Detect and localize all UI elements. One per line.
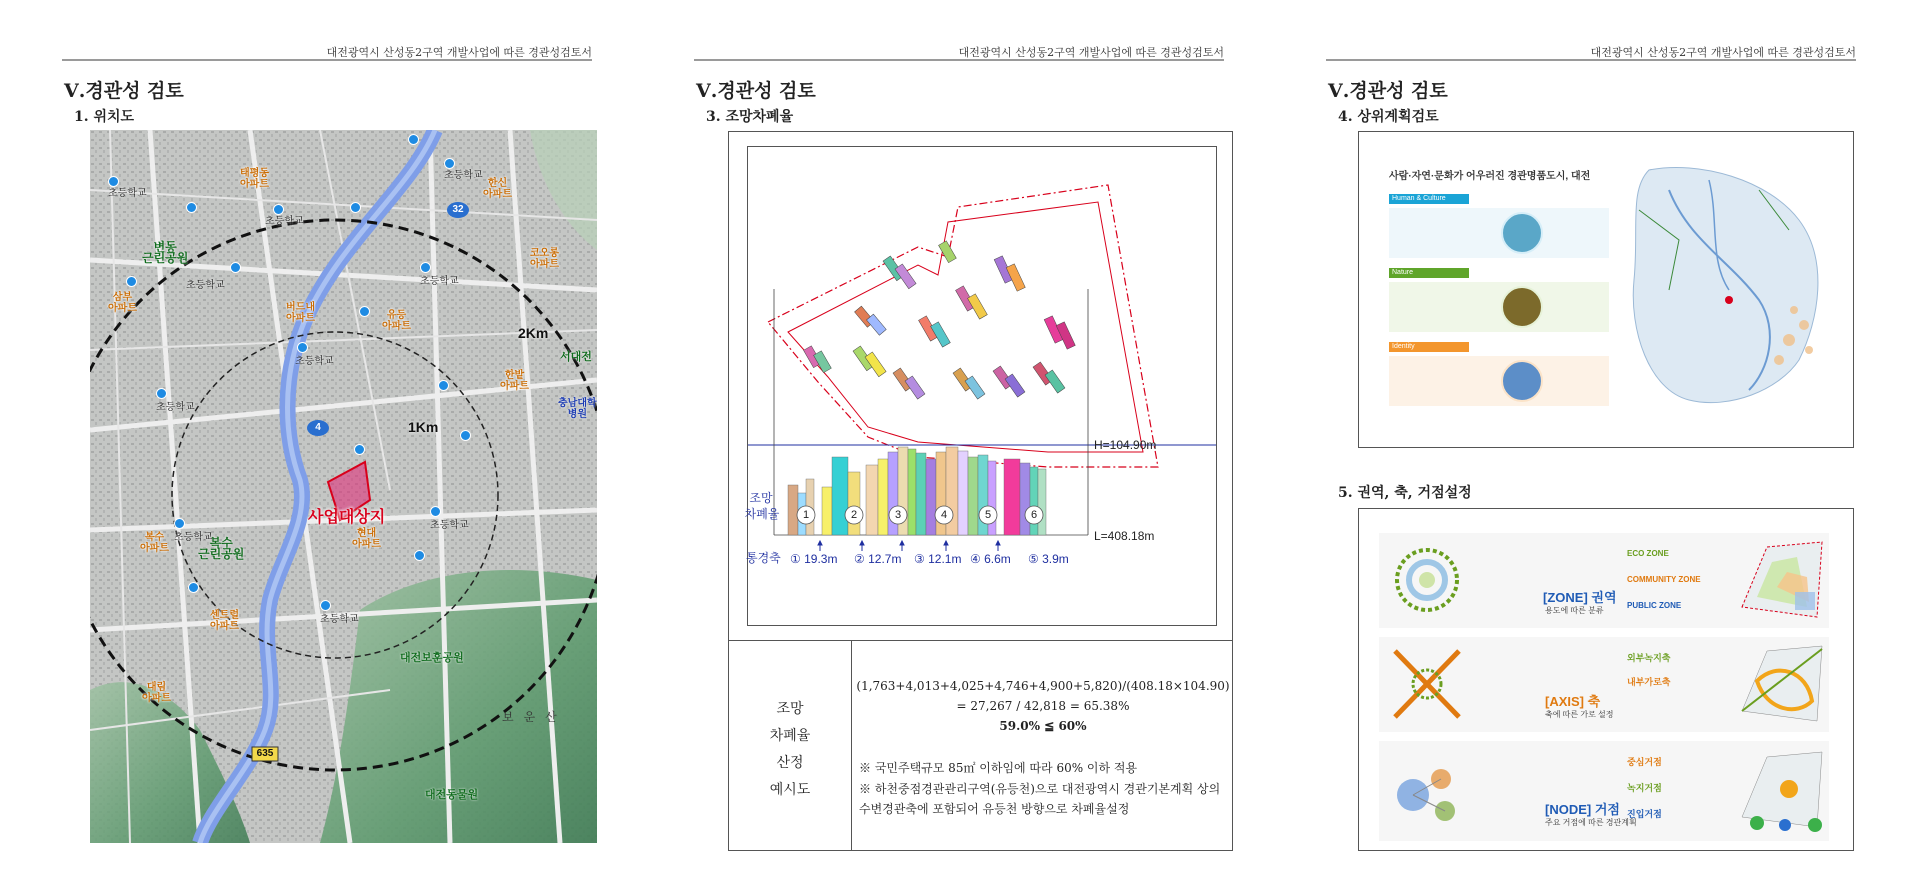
apartment-label: 한신 아파트: [483, 178, 512, 200]
school-marker: [414, 550, 425, 561]
node-item-entry: 진입거점: [1627, 809, 1662, 819]
school-label: 초등학교: [295, 356, 334, 367]
school-marker: [126, 276, 137, 287]
road-number-4: 4: [315, 422, 321, 433]
height-label: H=104.90m: [1094, 438, 1157, 452]
gap-label: ③ 12.1m: [914, 552, 962, 566]
upper-plan-panel: [1358, 131, 1854, 448]
subtitle-blocking-ratio: 3. 조망차폐율: [706, 109, 794, 125]
page-view-blocking-ratio: [694, 0, 1230, 877]
calc-label-line: 예시도: [769, 782, 811, 798]
plan-row-tag: Human & Culture: [1389, 194, 1469, 204]
building-number: 4: [940, 509, 948, 521]
section-title: Ⅴ.경관성 검토: [696, 80, 816, 102]
building-number: 2: [850, 509, 858, 521]
blocking-side-label-2: 차폐율: [744, 507, 780, 521]
school-marker: [297, 342, 308, 353]
school-marker: [444, 158, 455, 169]
distance-2km: 2Km: [518, 325, 549, 341]
school-marker: [420, 262, 431, 273]
school-marker: [438, 380, 449, 391]
calc-label-line: 차폐율: [769, 728, 811, 744]
blocking-side-label-1: 조망: [749, 491, 773, 505]
distance-1km: 1Km: [408, 419, 439, 435]
park-label-boksu: 복수 근린공원: [198, 536, 245, 561]
page-upper-plan-review: [1326, 0, 1856, 877]
mountain-label: 보운산: [502, 710, 567, 724]
building-number: 1: [802, 509, 810, 521]
school-label: 초등학교: [420, 276, 459, 287]
apartment-label: 현대 아파트: [352, 528, 381, 550]
area-label-hospital: 충남대학 병원: [558, 398, 597, 420]
zone-item-public: PUBLIC ZONE: [1627, 601, 1682, 610]
page-header: 대전광역시 산성동2구역 개발사업에 따른 경관성검토서: [326, 46, 592, 59]
school-label: 초등학교: [320, 614, 359, 625]
school-label: 초등학교: [265, 216, 304, 227]
formula-result: 59.0% ≦ 60%: [999, 719, 1087, 733]
site-plan-sheet: [744, 146, 1217, 626]
node-heading: [NODE] 거점: [1545, 802, 1620, 817]
blocking-ratio-panel: [728, 131, 1233, 851]
school-marker: [186, 202, 197, 213]
note-2: ※ 하천중점경관관리구역(유등천)으로 대전광역시 경관기본계획 상의 수변경관축에 포함되어 유등천 방향으로 차폐율설정: [859, 782, 1221, 816]
gap-label: ② 12.7m: [854, 552, 902, 566]
axis-site-plan: [1737, 641, 1827, 727]
subtitle-location: 1. 위치도: [74, 109, 135, 125]
header-divider: [62, 59, 592, 61]
road-number-635: 635: [256, 748, 274, 759]
page-location-map: [62, 0, 597, 877]
plan-photo: [1501, 360, 1543, 402]
subtitle-upper-plan: 4. 상위계획검토: [1338, 109, 1439, 125]
axis-item-external-green: 외부녹지축: [1627, 653, 1671, 663]
node-diagram-icon: [1387, 747, 1467, 835]
apartment-label: 한밭 아파트: [500, 370, 529, 392]
zone-site-plan: [1737, 537, 1827, 623]
building-number: 5: [984, 509, 992, 521]
apartment-label: 복수 아파트: [140, 532, 169, 554]
building-number: 6: [1030, 509, 1038, 521]
page-header: 대전광역시 산성동2구역 개발사업에 따른 경관성검토서: [1590, 46, 1856, 59]
school-marker: [408, 134, 419, 145]
road-number-32: 32: [452, 204, 464, 215]
axis-diagram-icon: [1387, 643, 1467, 725]
school-label: 초등학교: [186, 280, 225, 291]
gap-label: ④ 6.6m: [970, 552, 1011, 566]
school-label: 초등학교: [444, 170, 483, 181]
upper-plan-map: [1609, 150, 1849, 440]
school-marker: [350, 202, 361, 213]
school-label: 초등학교: [156, 402, 195, 413]
node-site-plan: [1737, 745, 1827, 837]
calculation-label-column: [729, 641, 852, 851]
apartment-label: 삼부 아파트: [108, 292, 137, 314]
formula-line-2: = 27,267 / 42,818 = 65.38%: [956, 699, 1130, 713]
apartment-label: 태평동 아파트: [240, 168, 269, 190]
calc-label-line: 산정: [776, 755, 804, 771]
axis-subheading: 축에 따른 가로 설정: [1545, 710, 1614, 719]
formula-line-1: (1,763+4,013+4,025+4,746+4,900+5,820)/(408.18×104.90): [856, 679, 1230, 693]
school-marker: [354, 444, 365, 455]
zone-heading: [ZONE] 권역: [1543, 590, 1617, 605]
school-marker: [460, 430, 471, 441]
zone-item-eco: ECO ZONE: [1627, 549, 1669, 558]
note-1: ※ 국민주택규모 85㎡ 이하임에 따라 60% 이하 적용: [859, 761, 1138, 775]
section-title: Ⅴ.경관성 검토: [1328, 80, 1448, 102]
node-item-green: 녹지거점: [1627, 783, 1662, 793]
gap-label: ⑤ 3.9m: [1028, 552, 1069, 566]
building-number: 3: [894, 509, 902, 521]
area-label-bohun-park: 대전보훈공원: [400, 652, 464, 664]
plan-title: 사람·자연·문화가 어우러진 경관명품도시, 대전: [1389, 171, 1591, 182]
area-label-seodaejeon: 서대전: [560, 351, 592, 363]
zone-diagram-icon: [1387, 539, 1467, 621]
zone-axis-node-panel: [1358, 508, 1854, 851]
school-label: 초등학교: [174, 532, 213, 543]
header-divider: [1326, 59, 1856, 61]
apartment-label: 센트럴 아파트: [210, 610, 239, 632]
apartment-label: 버드내 아파트: [286, 302, 315, 324]
axis-heading: [AXIS] 축: [1545, 694, 1601, 709]
school-label: 초등학교: [430, 520, 469, 531]
plan-photo: [1501, 286, 1543, 328]
location-map: [90, 130, 597, 843]
school-marker: [108, 176, 119, 187]
park-label-byeondong: 변동 근린공원: [142, 240, 189, 265]
school-marker: [273, 204, 284, 215]
school-marker: [156, 388, 167, 399]
node-item-center: 중심거점: [1627, 757, 1662, 767]
zone-subheading: 용도에 따른 분류: [1545, 606, 1604, 615]
gap-label: ① 19.3m: [790, 552, 838, 566]
subtitle-zone-axis-node: 5. 권역, 축, 거점설정: [1338, 485, 1472, 501]
school-label: 초등학교: [108, 188, 147, 199]
school-marker: [230, 262, 241, 273]
calc-label-line: 조망: [776, 701, 804, 717]
area-label-zoo: 대전동물원: [425, 789, 479, 801]
axis-label: 통경축: [746, 551, 781, 565]
map-graphic: [90, 130, 597, 843]
school-marker: [188, 582, 199, 593]
zone-item-community: COMMUNITY ZONE: [1627, 575, 1701, 584]
school-marker: [320, 600, 331, 611]
school-marker: [359, 306, 370, 317]
apartment-label: 코오롱 아파트: [530, 248, 559, 270]
length-label: L=408.18m: [1094, 529, 1155, 543]
plan-photo: [1501, 212, 1543, 254]
header-divider: [694, 59, 1224, 61]
section-title: Ⅴ.경관성 검토: [64, 80, 184, 102]
school-marker: [174, 518, 185, 529]
school-marker: [430, 506, 441, 517]
plan-row-tag: Nature: [1389, 268, 1469, 278]
calculation-table: [729, 640, 1232, 850]
plan-row-tag: Identity: [1389, 342, 1469, 352]
apartment-label: 유등 아파트: [382, 310, 411, 332]
project-site-label: 사업대상지: [308, 509, 386, 526]
apartment-label: 대림 아파트: [142, 682, 171, 704]
axis-item-internal-street: 내부가로축: [1627, 677, 1671, 687]
page-header: 대전광역시 산성동2구역 개발사업에 따른 경관성검토서: [958, 46, 1224, 59]
node-subheading: 주요 거점에 따른 경관계획: [1545, 818, 1637, 827]
